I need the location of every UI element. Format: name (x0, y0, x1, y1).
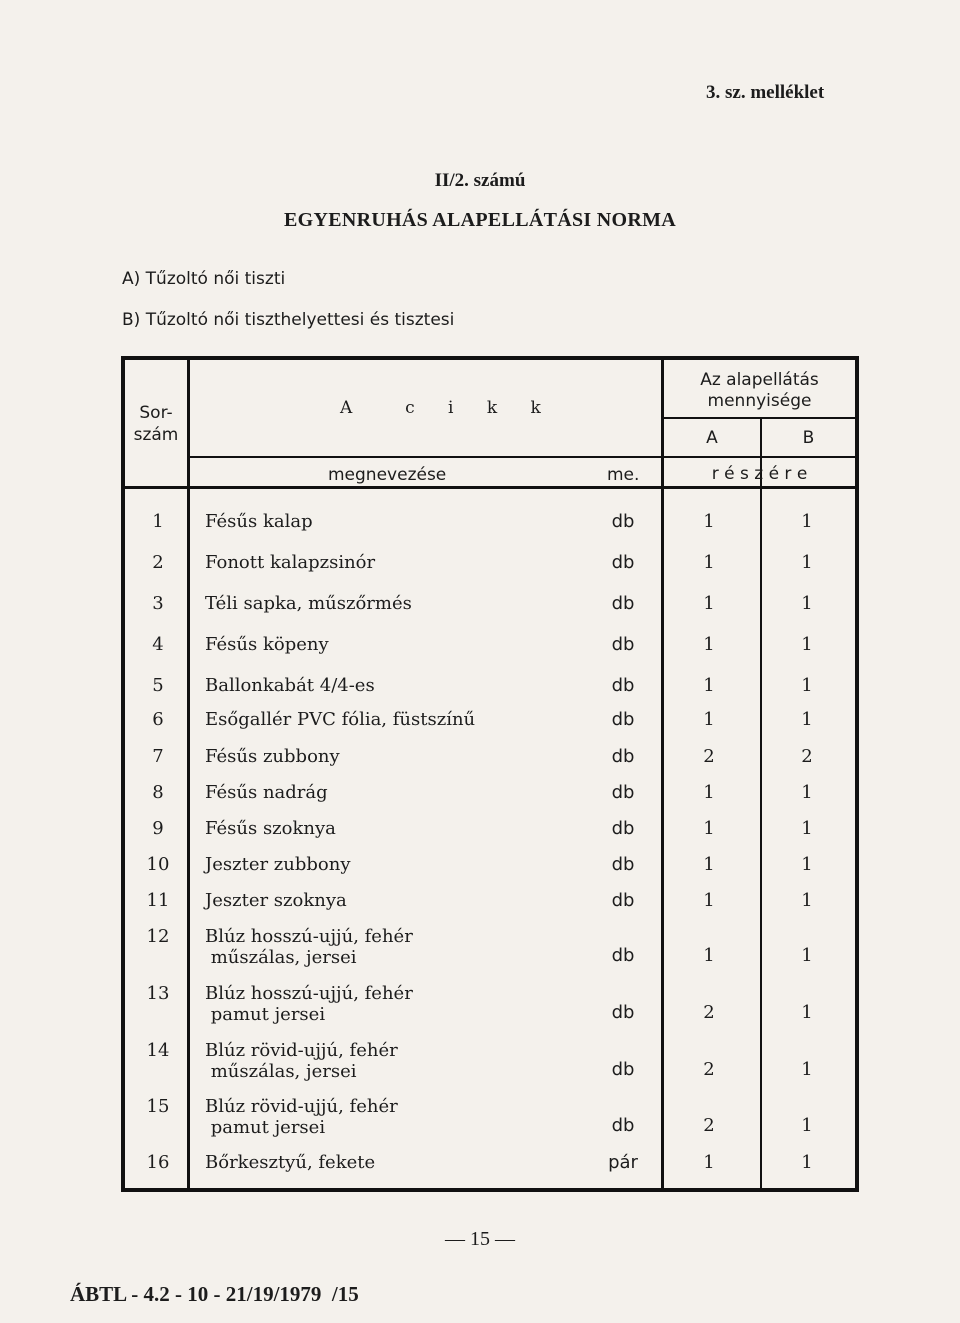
quantity-b: 1 (801, 782, 813, 803)
row-number: 16 (146, 1152, 170, 1173)
unit-cell: db (611, 593, 635, 614)
unit-cell: db (611, 890, 635, 911)
item-name: Fésűs köpeny (205, 634, 329, 655)
quantity-a: 2 (703, 746, 715, 767)
unit-cell: db (611, 552, 635, 573)
quantity-a: 1 (703, 511, 715, 532)
row-number: 3 (152, 593, 164, 614)
page-number: — 15 — (445, 1228, 515, 1250)
quantity-a: 1 (703, 593, 715, 614)
row-number: 5 (152, 675, 164, 696)
item-header: A c i k k (340, 398, 555, 418)
quantity-a: 1 (703, 634, 715, 655)
quantity-a: 1 (703, 782, 715, 803)
item-name: Ballonkabát 4/4-es (205, 675, 375, 696)
row-number: 12 (146, 926, 170, 947)
item-name: Fésűs kalap (205, 511, 313, 532)
quantity-a: 1 (703, 818, 715, 839)
row-number: 14 (146, 1040, 170, 1061)
quantity-b: 1 (801, 709, 813, 730)
form-number: II/2. számú (434, 170, 526, 191)
col-a-header: A (706, 428, 718, 448)
item-name: Blúz rövid-ujjú, fehér műszálas, jersei (205, 1040, 398, 1082)
quantity-b: 1 (801, 818, 813, 839)
item-name: Fonott kalapzsinór (205, 552, 376, 573)
quantity-a: 2 (703, 1115, 715, 1136)
quantity-b: 1 (801, 945, 813, 966)
unit-cell: db (611, 854, 635, 875)
unit-cell: db (611, 818, 635, 839)
unit-cell: db (611, 1059, 635, 1080)
quantity-b: 1 (801, 552, 813, 573)
unit-cell: db (611, 945, 635, 966)
quantity-header: Az alapellátás mennyisége (700, 370, 819, 411)
serial-header: Sor- szám (133, 403, 179, 445)
row-number: 4 (152, 634, 164, 655)
unit-header: me. (607, 465, 640, 485)
item-name: Jeszter szoknya (205, 890, 347, 911)
quantity-a: 2 (703, 1002, 715, 1023)
unit-cell: db (611, 1115, 635, 1136)
quantity-a: 1 (703, 1152, 715, 1173)
quantity-a: 1 (703, 675, 715, 696)
unit-cell: db (611, 511, 635, 532)
header-bottom-rule (125, 486, 855, 489)
quantity-a: 1 (703, 709, 715, 730)
quantity-b: 1 (801, 593, 813, 614)
row-number: 13 (146, 983, 170, 1004)
quantity-a: 1 (703, 945, 715, 966)
quantity-b: 1 (801, 1115, 813, 1136)
item-name: Fésűs zubbony (205, 746, 340, 767)
quantity-b: 1 (801, 1152, 813, 1173)
quantity-a: 1 (703, 854, 715, 875)
for-header: r é s z é r e (711, 464, 808, 484)
quantity-b: 1 (801, 854, 813, 875)
item-name: Fésűs nadrág (205, 782, 328, 803)
unit-cell: pár (608, 1152, 638, 1173)
document-title: EGYENRUHÁS ALAPELLÁTÁSI NORMA (283, 209, 677, 231)
unit-cell: db (611, 746, 635, 767)
quantity-b: 2 (801, 746, 813, 767)
quantity-b: 1 (801, 1002, 813, 1023)
item-name-header: megnevezése (328, 465, 447, 485)
item-name: Jeszter zubbony (205, 854, 351, 875)
quantity-b: 1 (801, 511, 813, 532)
col-b-header: B (802, 428, 815, 448)
quantity-header-rule (664, 417, 855, 419)
serial-column-divider (187, 360, 190, 1188)
item-name: Téli sapka, műszőrmés (205, 593, 412, 614)
row-number: 8 (152, 782, 164, 803)
unit-cell: db (611, 782, 635, 803)
unit-cell: db (611, 675, 635, 696)
unit-cell: db (611, 1002, 635, 1023)
quantity-a: 2 (703, 1059, 715, 1080)
ab-column-divider (760, 418, 762, 1188)
row-number: 15 (146, 1096, 170, 1117)
item-name: Blúz hosszú-ujjú, fehér műszálas, jersei (205, 926, 413, 968)
quantity-a: 1 (703, 552, 715, 573)
quantity-b: 1 (801, 675, 813, 696)
row-number: 11 (146, 890, 170, 911)
quantity-a: 1 (703, 890, 715, 911)
quantity-b: 1 (801, 634, 813, 655)
row-number: 7 (152, 746, 164, 767)
item-name: Fésűs szoknya (205, 818, 336, 839)
row-number: 1 (152, 511, 164, 532)
row-number: 2 (152, 552, 164, 573)
item-name: Blúz rövid-ujjú, fehér pamut jersei (205, 1096, 398, 1138)
quantity-column-divider (661, 360, 664, 1188)
item-name: Esőgallér PVC fólia, füstszínű (205, 709, 476, 730)
item-name: Bőrkesztyű, fekete (205, 1152, 376, 1173)
quantity-b: 1 (801, 1059, 813, 1080)
unit-cell: db (611, 709, 635, 730)
item-name: Blúz hosszú-ujjú, fehér pamut jersei (205, 983, 413, 1025)
subtitle-a: A) Tűzoltó női tiszti (122, 269, 286, 289)
subtitle-b: B) Tűzoltó női tiszthelyettesi és tisztesi (122, 310, 455, 330)
archive-reference: ÁBTL - 4.2 - 10 - 21/19/1979 /15 (70, 1282, 359, 1306)
quantity-b: 1 (801, 890, 813, 911)
row-number: 10 (146, 854, 170, 875)
row-number: 9 (152, 818, 164, 839)
unit-cell: db (611, 634, 635, 655)
header-inner-rule (190, 456, 855, 458)
annex-label: 3. sz. melléklet (706, 82, 825, 103)
row-number: 6 (152, 709, 164, 730)
